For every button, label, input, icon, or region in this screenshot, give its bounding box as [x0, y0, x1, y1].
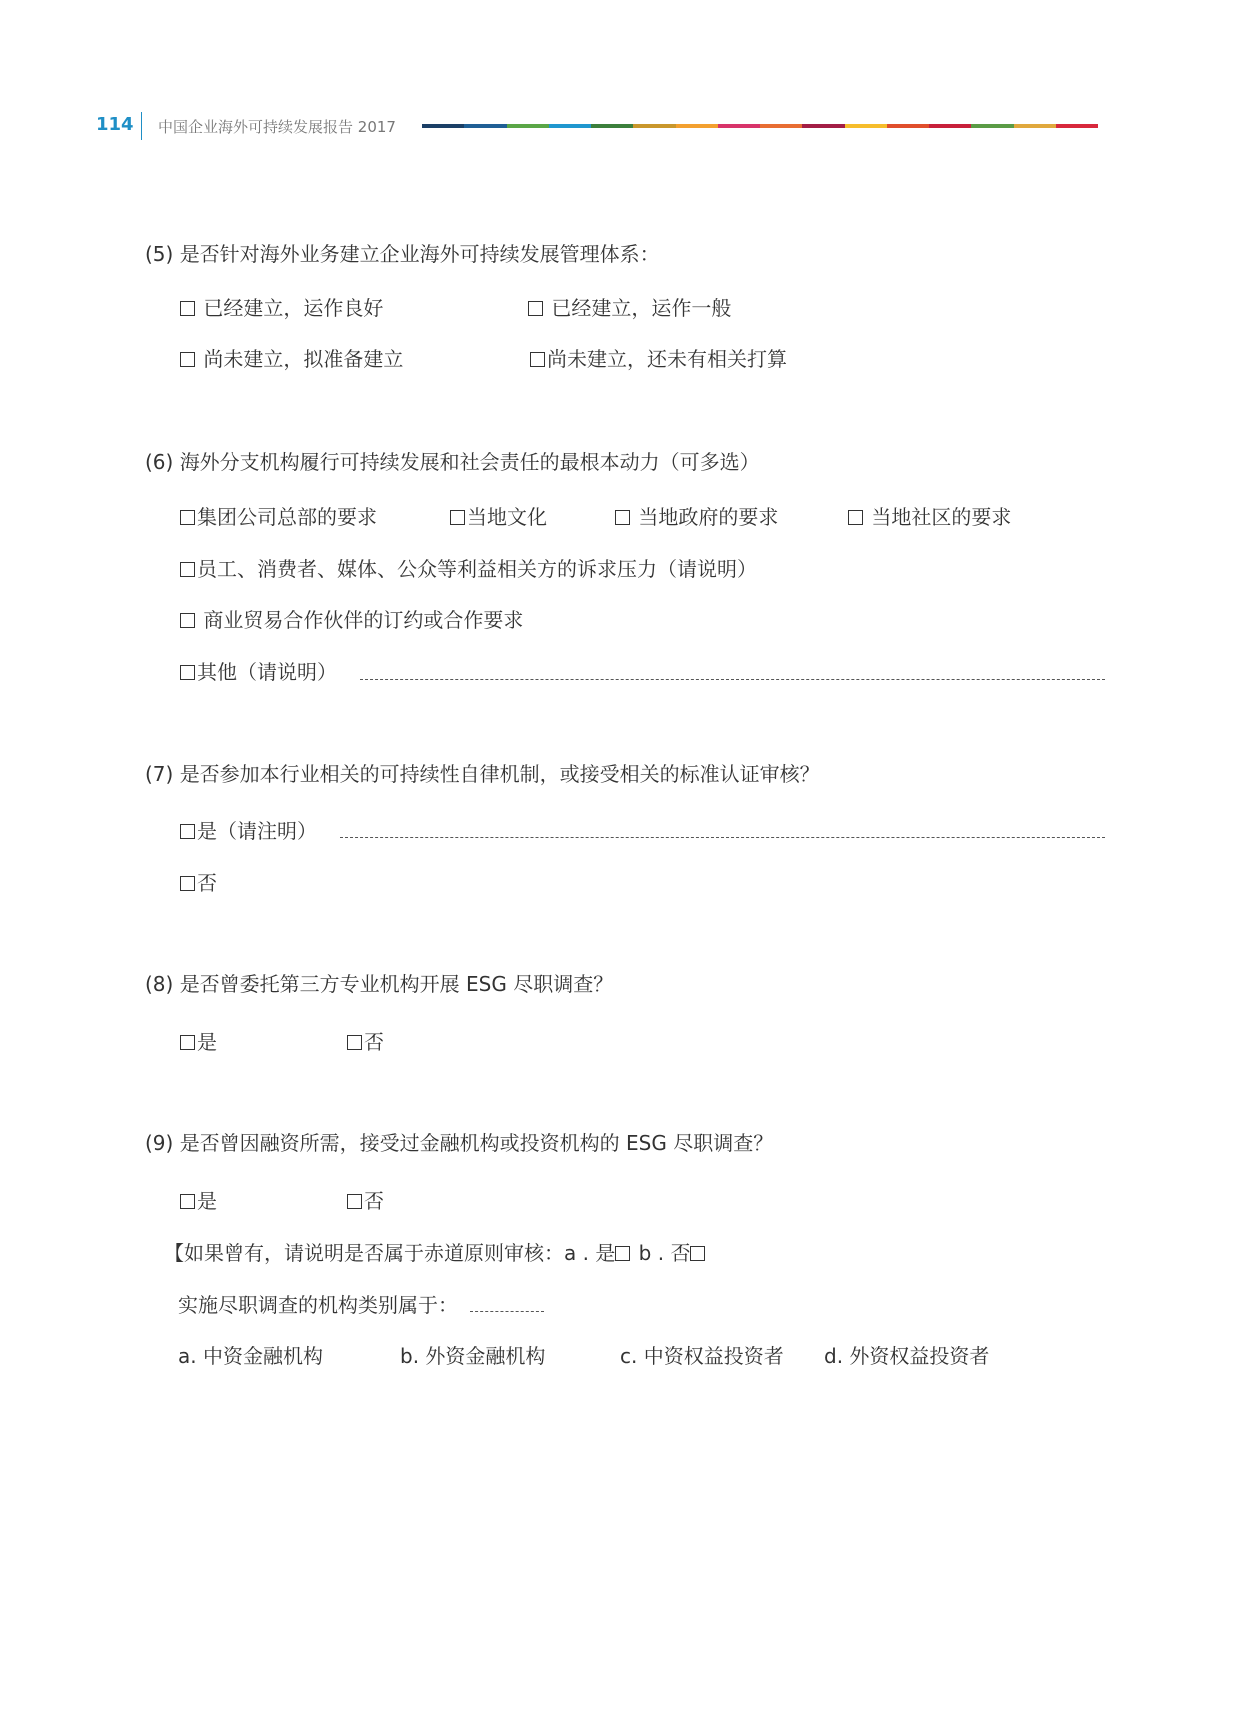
checkbox-icon[interactable] — [180, 1035, 195, 1050]
checkbox-icon[interactable] — [180, 510, 195, 525]
checkbox-icon[interactable] — [615, 510, 630, 525]
report-title: 中国企业海外可持续发展报告 2017 — [158, 118, 396, 136]
checkbox-icon[interactable] — [180, 1194, 195, 1209]
question-5-title: (5) 是否针对海外业务建立企业海外可持续发展管理体系： — [145, 242, 660, 266]
page-header — [96, 112, 1106, 142]
q8-option-yes[interactable]: 是 — [180, 1026, 217, 1055]
q6-option-6[interactable]: 商业贸易合作伙伴的订约或合作要求 — [180, 604, 523, 633]
checkbox-icon[interactable] — [450, 510, 465, 525]
question-6-title: (6) 海外分支机构履行可持续发展和社会责任的最根本动力（可多选） — [145, 450, 760, 474]
q6-other-fill-line[interactable] — [360, 679, 1105, 680]
color-bar-segment — [718, 124, 760, 128]
q6-option-2[interactable]: 当地文化 — [450, 501, 547, 530]
question-7-title: (7) 是否参加本行业相关的可持续性自律机制，或接受相关的标准认证审核？ — [145, 762, 820, 786]
color-bar-segment — [971, 124, 1013, 128]
q9-option-b[interactable]: b. 外资金融机构 — [400, 1344, 546, 1368]
header-divider — [141, 112, 142, 140]
q6-option-7[interactable]: 其他（请说明） — [180, 656, 337, 685]
color-bar-segment — [1056, 124, 1098, 128]
q9-option-no[interactable]: 否 — [347, 1185, 384, 1214]
page-number: 114 — [96, 114, 134, 135]
checkbox-icon[interactable] — [180, 876, 195, 891]
q9-institution-label: 实施尽职调查的机构类别属于： — [178, 1293, 458, 1317]
checkbox-icon[interactable] — [180, 665, 195, 680]
q5-option-2[interactable]: 已经建立，运作一般 — [528, 292, 731, 321]
color-bar-segment — [464, 124, 506, 128]
q6-option-3[interactable]: 当地政府的要求 — [615, 501, 778, 530]
q9-option-yes[interactable]: 是 — [180, 1185, 217, 1214]
q9-option-d[interactable]: d. 外资权益投资者 — [824, 1344, 990, 1368]
color-bar-segment — [507, 124, 549, 128]
q9-option-c[interactable]: c. 中资权益投资者 — [620, 1344, 784, 1368]
color-bar-segment — [591, 124, 633, 128]
color-bar-segment — [760, 124, 802, 128]
checkbox-icon[interactable] — [528, 301, 543, 316]
q9-option-a[interactable]: a. 中资金融机构 — [178, 1344, 323, 1368]
q7-specify-fill-line[interactable] — [340, 837, 1105, 838]
color-bar-segment — [422, 124, 464, 128]
header-color-bar — [422, 124, 1098, 128]
q6-option-4[interactable]: 当地社区的要求 — [848, 501, 1011, 530]
q6-option-1[interactable]: 集团公司总部的要求 — [180, 501, 377, 530]
q5-option-1[interactable]: 已经建立，运作良好 — [180, 292, 383, 321]
q5-option-3[interactable]: 尚未建立，拟准备建立 — [180, 343, 403, 372]
color-bar-segment — [845, 124, 887, 128]
q7-option-no[interactable]: 否 — [180, 867, 217, 896]
q7-option-yes[interactable]: 是（请注明） — [180, 815, 317, 844]
q5-option-4[interactable]: 尚未建立，还未有相关打算 — [530, 343, 787, 372]
color-bar-segment — [887, 124, 929, 128]
checkbox-icon[interactable] — [848, 510, 863, 525]
checkbox-icon[interactable] — [530, 352, 545, 367]
checkbox-icon[interactable] — [347, 1035, 362, 1050]
checkbox-icon[interactable] — [180, 824, 195, 839]
question-8-title: (8) 是否曾委托第三方专业机构开展 ESG 尽职调查？ — [145, 972, 614, 996]
q8-option-no[interactable]: 否 — [347, 1026, 384, 1055]
question-9-title: (9) 是否曾因融资所需，接受过金融机构或投资机构的 ESG 尽职调查？ — [145, 1131, 774, 1155]
checkbox-icon[interactable] — [615, 1246, 630, 1261]
q9-institution-fill-line[interactable] — [470, 1311, 544, 1312]
color-bar-segment — [802, 124, 844, 128]
q6-option-5[interactable]: 员工、消费者、媒体、公众等利益相关方的诉求压力（请说明） — [180, 553, 757, 582]
checkbox-icon[interactable] — [180, 352, 195, 367]
checkbox-icon[interactable] — [690, 1246, 705, 1261]
color-bar-segment — [549, 124, 591, 128]
checkbox-icon[interactable] — [347, 1194, 362, 1209]
checkbox-icon[interactable] — [180, 562, 195, 577]
q9-equator-principle-line: 【如果曾有，请说明是否属于赤道原则审核：a . 是 b . 否 — [164, 1237, 707, 1266]
color-bar-segment — [929, 124, 971, 128]
color-bar-segment — [676, 124, 718, 128]
color-bar-segment — [1014, 124, 1056, 128]
color-bar-segment — [633, 124, 675, 128]
checkbox-icon[interactable] — [180, 613, 195, 628]
checkbox-icon[interactable] — [180, 301, 195, 316]
